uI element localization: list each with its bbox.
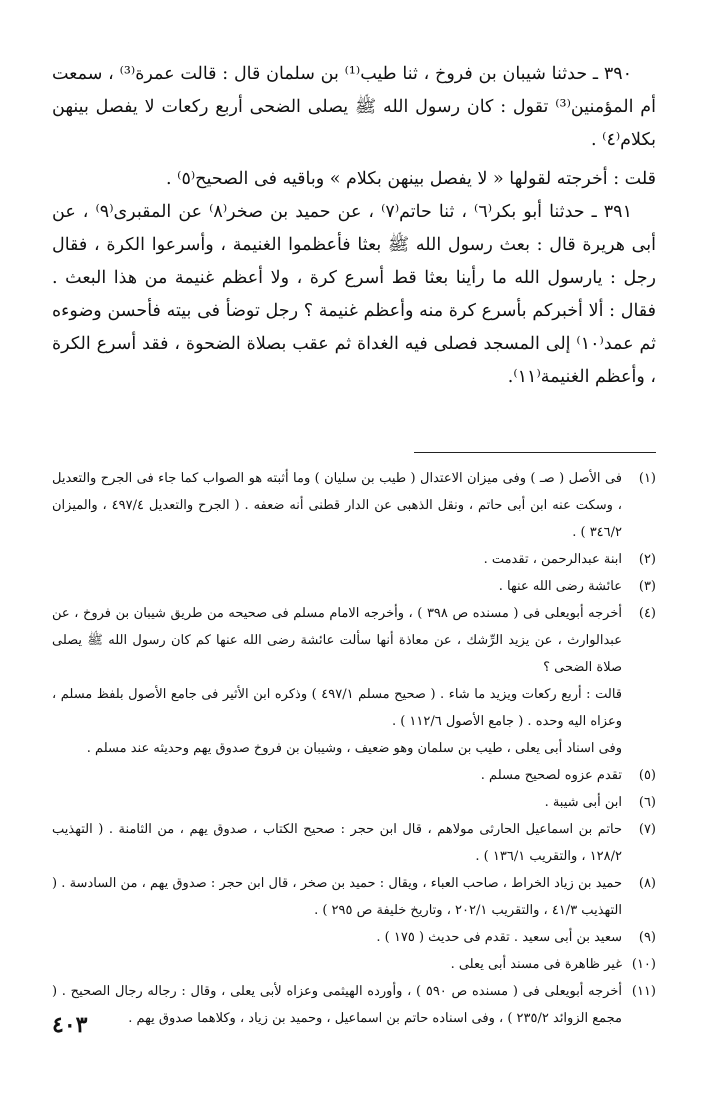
footnote-paragraph: وفى اسناد أبى يعلى ، طيب بن سلمان وهو ضعيف ، وشيبان بن فروخ صدوق يهم وحديثه عند مسلم . — [86, 741, 622, 756]
footnote-number: (٨) — [638, 876, 656, 891]
footnote-number: (٤) — [638, 606, 656, 621]
footnote-number: (٢) — [638, 552, 656, 567]
footnote — [52, 816, 656, 870]
footnote-paragraph: قالت : أربع ركعات ويزيد ما شاء . ( صحيح مسلم ٤٩٧/١ ) وذكره ابن الأثير فى جامع الأصول بلفظ مسلم ، وعزاه اليه وحده . ( جامع الأصول ١١٢/٦ ) . — [52, 687, 622, 729]
footnote-paragraph: ابن أبى شيبة . — [544, 795, 622, 810]
footnote — [52, 789, 656, 816]
main-text — [52, 58, 656, 394]
footnote — [52, 870, 656, 924]
footnote-paragraph: غير ظاهرة فى مسند أبى يعلى . — [450, 957, 622, 972]
hadith-391: ٣٩١ ـ حدثنا أبو بكر⁽٦⁾ ، ثنا حاتم⁽٧⁾ ، عن حميد بن صخر⁽٨⁾ عن المقبرى⁽٩⁾ ، عن أبى هريرة قال : بعث رسول الله ﷺ بعثا فأعظموا الغنيمة ، وأسرعوا الكرة ، فقال رجل : يارسول الله ما رأينا بعثا قط أسرع كرة ، ولا أعظم غنيمة من هذا البعث . فقال : ألا أخبركم بأسرع كرة منه وأعظم غنيمة ؟ رجل توضأ فى بيته فأحسن وضوءه ثم عمد⁽١٠⁾ إلى المسجد فصلى فيه الغداة ثم عقب بصلاة الضحوة ، فقد أسرع الكرة ، وأعظم الغنيمة⁽١١⁾. — [52, 202, 656, 387]
footnote-text — [52, 465, 622, 546]
footnote — [52, 573, 656, 600]
footnote-text — [52, 762, 622, 789]
footnote-number: (٧) — [638, 822, 656, 837]
footnote-text — [52, 978, 622, 1032]
footnote-text — [52, 789, 622, 816]
footnote-number: (٥) — [638, 768, 656, 783]
footnote-paragraph: حميد بن زياد الخراط ، صاحب العباء ، ويقال : حميد بن صخر ، قال ابن حجر : صدوق يهم ، من السادسة . ( التهذيب ٤١/٣ ، والتقريب ٢٠٢/١ ، وتاريخ خليفة ص ٢٩٥ ) . — [52, 876, 622, 918]
footnote-number: (٩) — [638, 930, 656, 945]
page-number: ٤٠٣ — [52, 1012, 88, 1038]
footnote-number: (١٠) — [631, 957, 656, 972]
footnote-number: (١١) — [631, 984, 656, 999]
footnote-text — [52, 546, 622, 573]
footnote-number: (٣) — [638, 579, 656, 594]
footnote — [52, 978, 656, 1032]
footnote — [52, 762, 656, 789]
footnote-paragraph: عائشة رضى الله عنها . — [498, 579, 622, 594]
footnotes — [52, 465, 656, 1032]
footnote — [52, 546, 656, 573]
hadith-390: ٣٩٠ ـ حدثنا شيبان بن فروخ ، ثنا طيب⁽¹⁾ بن سلمان قال : قالت عمرة⁽³⁾ ، سمعت أم المؤمنين⁽³⁾ تقول : كان رسول الله ﷺ يصلى الضحى أربع ركعات لا يفصل بينهن بكلام⁽٤⁾ . — [52, 64, 656, 150]
footnote-separator — [414, 452, 656, 453]
footnote-text — [52, 870, 622, 924]
footnote-text — [52, 816, 622, 870]
footnote-paragraph: ابنة عبدالرحمن ، تقدمت . — [483, 552, 622, 567]
footnote — [52, 465, 656, 546]
footnote — [52, 924, 656, 951]
footnote-paragraph: فى الأصل ( صـ ) وفى ميزان الاعتدال ( طيب بن سليان ) وما أثبته هو الصواب كما جاء فى الجرح والتعديل ، وسكت عنه ابن أبى حاتم ، ونقل الذهبى عن الدار قطنى أنه ضعفه . ( الجرح والتعديل ٤٩٧/٤ ، والميزان ٣٤٦/٢ ) . — [52, 471, 622, 540]
footnote-number: (١) — [638, 471, 656, 486]
footnote-number: (٦) — [638, 795, 656, 810]
footnote-paragraph: تقدم عزوه لصحيح مسلم . — [480, 768, 622, 783]
footnote-text — [52, 951, 622, 978]
footnote-text — [52, 924, 622, 951]
footnote-paragraph: أخرجه أبويعلى فى ( مسنده ص ٥٩٠ ) ، وأورده الهيثمى وعزاه لأبى يعلى ، وقال : رجاله رجال الصحيح . ( مجمع الزوائد ٢٣٥/٢ ) ، وفى اسناده حاتم بن اسماعيل ، وحميد بن زياد ، وكلاهما صدوق يهم . — [52, 984, 622, 1026]
author-note: قلت : أخرجته لقولها « لا يفصل بينهن بكلام » وباقيه فى الصحيح⁽٥⁾ . — [166, 169, 656, 189]
footnote — [52, 600, 656, 762]
footnote-paragraph: أخرجه أبويعلى فى ( مسنده ص ٣٩٨ ) ، وأخرجه الامام مسلم فى صحيحه من طريق شيبان بن فروخ ، عن عبدالوارث ، عن يزيد الرِّشك ، عن معاذة أنها سألت عائشة رضى الله عنها كم كان رسول الله ﷺ يصلى صلاة الضحى ؟ — [52, 606, 622, 675]
footnote-paragraph: حاتم بن اسماعيل الحارثى مولاهم ، قال ابن حجر : صحيح الكتاب ، صدوق يهم ، من الثامنة . ( التهذيب ١٢٨/٢ ، والتقريب ١٣٦/١ ) . — [52, 822, 622, 864]
footnote — [52, 951, 656, 978]
footnote-text — [52, 600, 622, 762]
footnote-paragraph: سعيد بن أبى سعيد . تقدم فى حديث ( ١٧٥ ) . — [376, 930, 622, 945]
footnote-text — [52, 573, 622, 600]
